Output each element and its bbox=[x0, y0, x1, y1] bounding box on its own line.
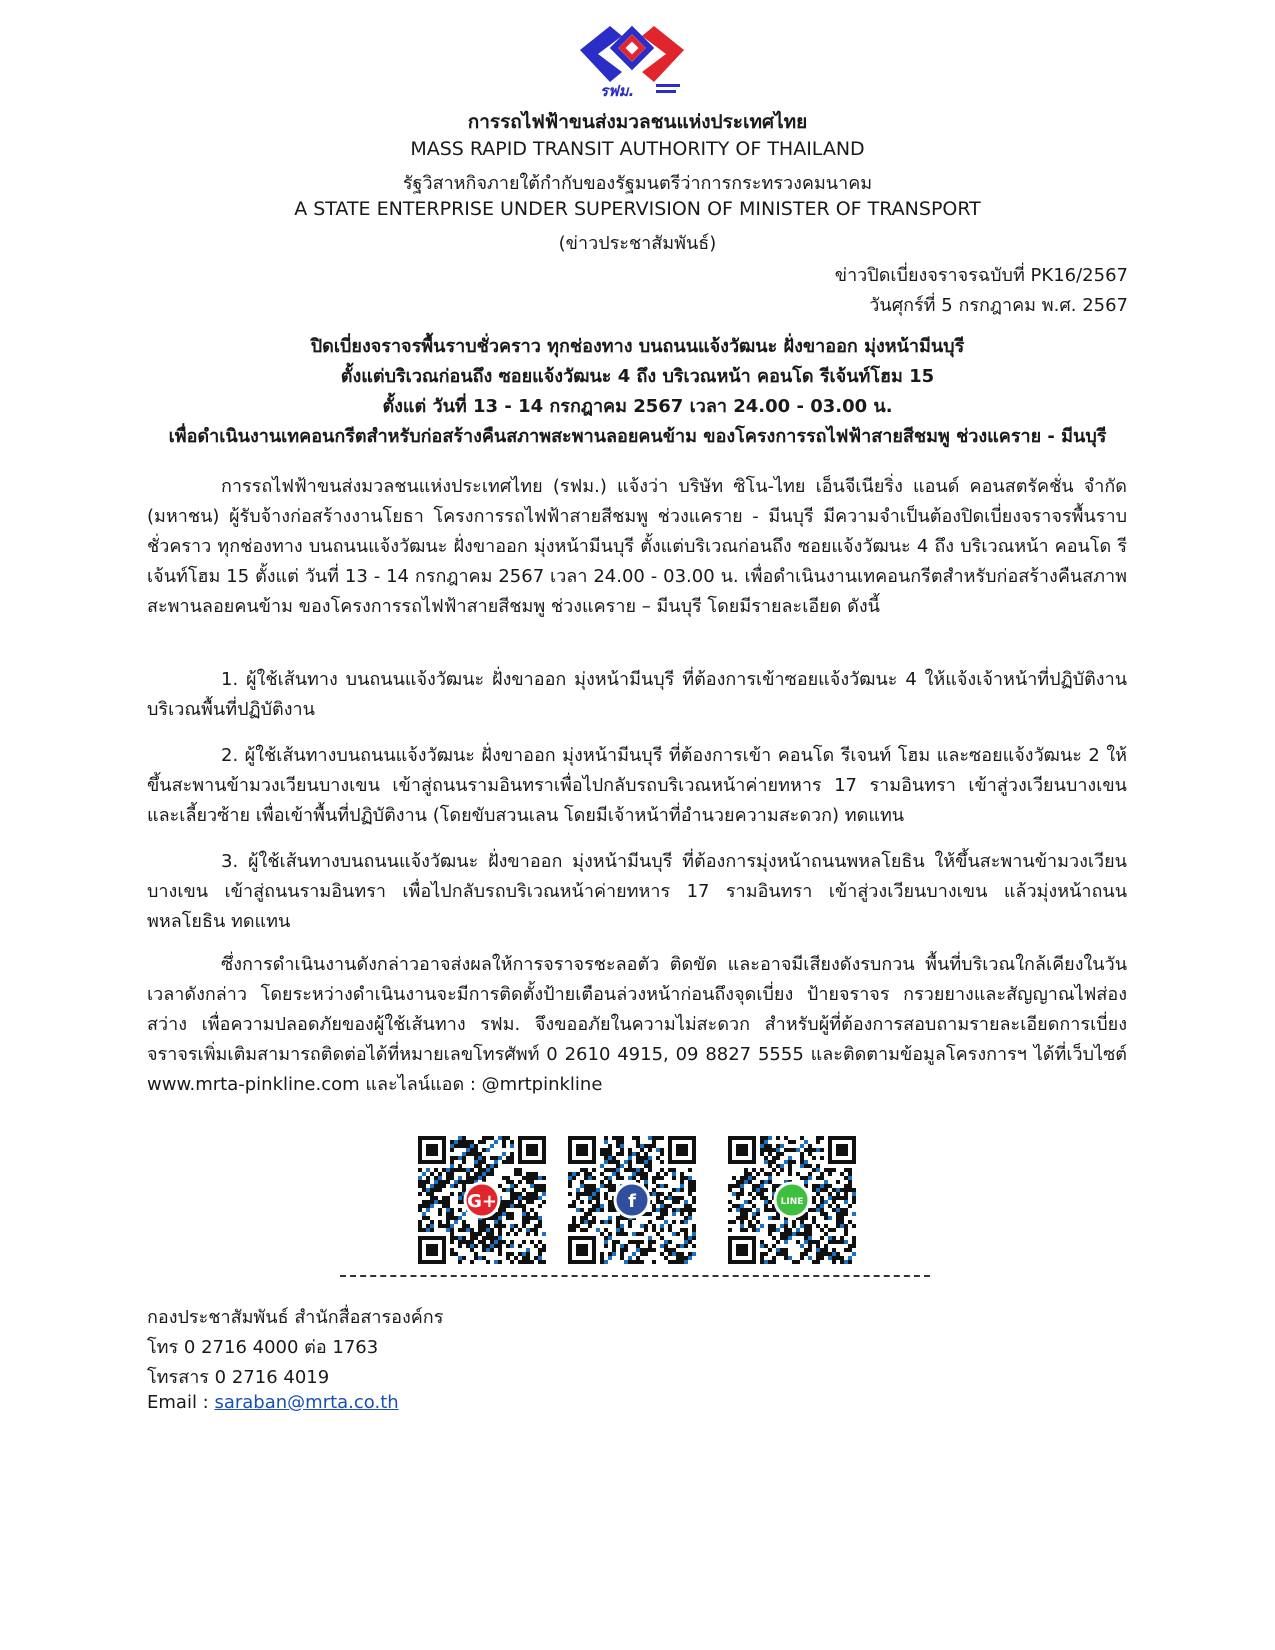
org-name-th: การรถไฟฟ้าขนส่งมวลชนแห่งประเทศไทย bbox=[467, 111, 808, 133]
title-line: ตั้งแต่ วันที่ 13 - 14 กรกฎาคม 2567 เวลา 24.00 - 03.00 น. bbox=[382, 396, 893, 417]
divider bbox=[340, 1275, 930, 1277]
google-plus-icon bbox=[465, 1183, 499, 1217]
footer-department: กองประชาสัมพันธ์ สำนักสื่อสารองค์กร bbox=[147, 1307, 444, 1328]
facebook-qr-code[interactable] bbox=[568, 1136, 696, 1264]
release-date: วันศุกร์ที่ 5 กรกฎาคม พ.ศ. 2567 bbox=[869, 295, 1128, 316]
title-line: ตั้งแต่บริเวณก่อนถึง ซอยแจ้งวัฒนะ 4 ถึง บริเวณหน้า คอนโด รีเจ้นท์โฮม 15 bbox=[340, 366, 935, 387]
intro-paragraph: การรถไฟฟ้าขนส่งมวลชนแห่งประเทศไทย (รฟม.) แจ้งว่า บริษัท ซิโน-ไทย เอ็นจีเนียริ่ง แอนด์ คอนสตรัคชั่น จำกัด (มหาชน) ผู้รับจ้างก่อสร้างงานโยธา โครงการรถไฟฟ้าสายสีชมพู ช่วงแคราย - มีนบุรี มีความจำเป็นต้องปิดเบี่ยงจราจรพื้นราบชั่วคราว ทุกช่องทาง บนถนนแจ้งวัฒนะ ฝั่งขาออก มุ่งหน้ามีนบุรี ตั้งแต่บริเวณก่อนถึง ซอยแจ้งวัฒนะ 4 ถึง บริเวณหน้า คอนโด รีเจ้นท์โฮม 15 ตั้งแต่ วันที่ 13 - 14 กรกฎาคม 2567 เวลา 24.00 - 03.00 น. เพื่อดำเนินงานเทคอนกรีตสำหรับก่อสร้างคืนสภาพสะพานลอยคนข้าม ของโครงการรถไฟฟ้าสายสีชมพู ช่วงแคราย – มีนบุรี โดยมีรายละเอียด ดังนี้ bbox=[147, 476, 1127, 617]
list-item: 1. ผู้ใช้เส้นทาง บนถนนแจ้งวัฒนะ ฝั่งขาออก มุ่งหน้ามีนบุรี ที่ต้องการเข้าซอยแจ้งวัฒนะ 4 ให้แจ้งเจ้าหน้าที่ปฏิบัติงานบริเวณพื้นที่ปฏิบัติงาน bbox=[147, 669, 1127, 720]
svg-text:LINE: LINE bbox=[780, 1197, 804, 1207]
footer-email bbox=[147, 1392, 399, 1413]
email-link[interactable]: saraban@mrta.co.th bbox=[214, 1392, 399, 1413]
qr-code-group bbox=[418, 1136, 858, 1271]
facebook-icon bbox=[615, 1183, 649, 1217]
org-subtitle-en: A STATE ENTERPRISE UNDER SUPERVISION OF MINISTER OF TRANSPORT bbox=[294, 198, 981, 220]
org-name-en: MASS RAPID TRANSIT AUTHORITY OF THAILAND bbox=[410, 138, 865, 160]
org-subtitle-th: รัฐวิสาหกิจภายใต้กำกับของรัฐมนตรีว่าการกระทรวงคมนาคม bbox=[402, 173, 873, 194]
footer-telephone: โทร 0 2716 4000 ต่อ 1763 bbox=[147, 1337, 379, 1358]
list-item: 3. ผู้ใช้เส้นทางบนถนนแจ้งวัฒนะ ฝั่งขาออก มุ่งหน้ามีนบุรี ที่ต้องการมุ่งหน้าถนนพหลโยธิน ให้ขึ้นสะพานข้ามวงเวียนบางเขน เข้าสู่ถนนรามอินทรา เพื่อไปกลับรถบริเวณหน้าค่ายทหาร 17 รามอินทรา เข้าสู่วงเวียนบางเขน แล้วมุ่งหน้าถนนพหลโยธิน ทดแทน bbox=[147, 851, 1127, 932]
line-icon bbox=[775, 1183, 809, 1217]
title-line: เพื่อดำเนินงานเทคอนกรีตสำหรับก่อสร้างคืนสภาพสะพานลอยคนข้าม ของโครงการรถไฟฟ้าสายสีชมพู ช่วงแคราย - มีนบุรี bbox=[168, 426, 1107, 447]
email-label: Email : bbox=[147, 1392, 215, 1413]
google-plus-qr-code[interactable] bbox=[418, 1136, 546, 1264]
closing-paragraph: ซึ่งการดำเนินงานดังกล่าวอาจส่งผลให้การจราจรชะลอตัว ติดขัด และอาจมีเสียงดังรบกวน พื้นที่บริเวณใกล้เคียงในวันเวลาดังกล่าว โดยระหว่างดำเนินงานจะมีการติดตั้งป้ายเตือนล่วงหน้าก่อนถึงจุดเบี่ยง ป้ายจราจร กรวยยางและสัญญาณไฟส่องสว่าง เพื่อความปลอดภัยของผู้ใช้เส้นทาง รฟม. จึงขออภัยในความไม่สะดวก สำหรับผู้ที่ต้องการสอบถามรายละเอียดการเบี่ยงจราจรเพิ่มเติมสามารถติดต่อได้ที่หมายเลขโทรศัพท์ 0 2610 4915, 09 8827 5555 และติดตามข้อมูลโครงการฯ ได้ที่เว็บไซต์ www.mrta-pinkline.com และไลน์แอด : @mrtpinkline bbox=[147, 954, 1127, 1095]
release-number: ข่าวปิดเบี่ยงจราจรฉบับที่ PK16/2567 bbox=[834, 265, 1128, 286]
line-qr-code[interactable] bbox=[728, 1136, 856, 1264]
title-line: ปิดเบี่ยงจราจรพื้นราบชั่วคราว ทุกช่องทาง บนถนนแจ้งวัฒนะ ฝั่งขาออก มุ่งหน้ามีนบุรี bbox=[310, 336, 965, 357]
mrta-logo bbox=[570, 20, 694, 100]
press-release-label: (ข่าวประชาสัมพันธ์) bbox=[558, 233, 717, 254]
list-item: 2. ผู้ใช้เส้นทางบนถนนแจ้งวัฒนะ ฝั่งขาออก มุ่งหน้ามีนบุรี ที่ต้องการเข้า คอนโด รีเจนท์ โฮม และซอยแจ้งวัฒนะ 2 ให้ขึ้นสะพานข้ามวงเวียนบางเขน เข้าสู่ถนนรามอินทราเพื่อไปกลับรถบริเวณหน้าค่ายทหาร 17 รามอินทรา เข้าสู่วงเวียนบางเขน และเลี้ยวซ้าย เพื่อเข้าพื้นที่ปฏิบัติงาน (โดยขับสวนเลน โดยมีเจ้าหน้าที่อำนวยความสะดวก) ทดแทน bbox=[147, 745, 1127, 826]
logo-wordmark: รฟม. bbox=[600, 82, 635, 100]
svg-text:G+: G+ bbox=[467, 1191, 497, 1212]
footer-fax: โทรสาร 0 2716 4019 bbox=[147, 1367, 330, 1388]
svg-text:f: f bbox=[628, 1191, 636, 1212]
